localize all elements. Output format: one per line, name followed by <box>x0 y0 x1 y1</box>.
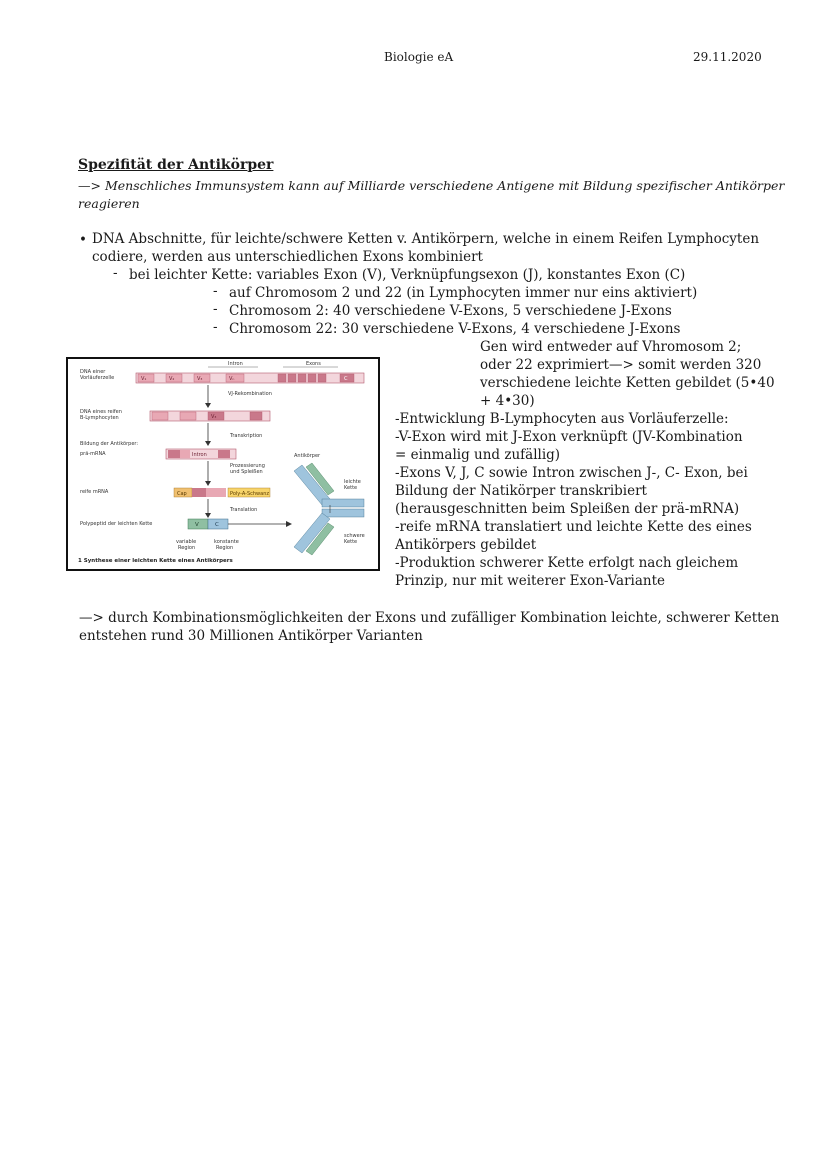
bullet-line-2: codiere, werden aus unterschiedlichen Exons kombiniert <box>92 249 483 265</box>
sub2-dash-3: - <box>213 319 218 335</box>
seg-vx: V₃ <box>211 414 217 420</box>
sub2-text-2: Chromosom 2: 40 verschiedene V-Exons, 5 verschiedene J-Exons <box>229 303 672 319</box>
subtitle-line-1: —> Menschliches Immunsystem kann auf Milliarde verschiedene Antigene mit Bildung spezifischer Antikörper <box>78 178 785 193</box>
seg-c-top: C <box>344 376 348 382</box>
label-konstante-1: konstante <box>214 539 239 545</box>
gen-note-2: oder 22 exprimiert—> somit werden 320 <box>480 357 762 373</box>
right-line-1: -Entwicklung B-Lymphocyten aus Vorläuferzelle: <box>395 411 729 427</box>
right-line-4: -Exons V, J, C sowie Intron zwischen J-, C- Exon, bei <box>395 465 748 481</box>
label-translation: Translation <box>230 507 258 513</box>
conclusion-line-1: —> durch Kombinationsmöglichkeiten der Exons und zufälliger Kombination leichte, schwerer Ketten <box>79 610 780 626</box>
label-antikoerper: Antikörper <box>294 453 321 459</box>
seg-vn: Vₙ <box>229 376 235 382</box>
sub2-text-3: Chromosom 22: 30 verschiedene V-Exons, 4 verschiedene J-Exons <box>229 321 681 337</box>
bullet-dot: • <box>79 232 87 248</box>
gen-note-3: verschiedene leichte Ketten gebildet (5•40 <box>480 375 775 391</box>
bullet-line-1: DNA Abschnitte, für leichte/schwere Ketten v. Antikörpern, welche in einem Reifen Lymphocyten <box>92 231 760 247</box>
right-line-6: (herausgeschnitten beim Spleißen der prä-mRNA) <box>395 501 740 517</box>
right-line-9: -Produktion schwerer Kette erfolgt nach gleichem <box>395 555 739 571</box>
label-exons-top: Exons <box>306 361 321 367</box>
label-polya: Poly-A-Schwanz <box>230 491 270 497</box>
label-c: C <box>215 522 219 528</box>
label-leichte-2: Kette <box>344 485 358 491</box>
figure-caption: 1 Synthese einer leichten Kette eines Antikörpers <box>78 558 233 564</box>
sub2-dash-2: - <box>213 301 218 317</box>
light-chain-synthesis-figure <box>66 357 380 571</box>
header-subject: Biologie eA <box>384 50 454 64</box>
right-line-7: -reife mRNA translatiert und leichte Kette des eines <box>395 519 752 535</box>
sub1-text: bei leichter Kette: variables Exon (V), Verknüpfungsexon (J), konstantes Exon (C) <box>129 267 686 283</box>
seg-v1: V₁ <box>141 376 147 382</box>
header-date: 29.11.2020 <box>693 50 762 64</box>
label-cap: Cap <box>177 491 187 497</box>
right-line-2: -V-Exon wird mit J-Exon verknüpft (JV-Kombination <box>395 429 743 445</box>
label-dna-vorlaeufer-1: DNA einer <box>80 369 106 375</box>
label-schwere-1: schwere <box>344 533 365 539</box>
label-intron-box: Intron <box>192 452 207 458</box>
label-dna-reif-2: B-Lymphocyten <box>80 415 119 421</box>
sub2-text-1: auf Chromosom 2 und 22 (in Lymphocyten immer nur eins aktiviert) <box>229 285 698 301</box>
label-v: V <box>195 522 199 528</box>
subtitle-line-2: reagieren <box>78 196 140 211</box>
label-transkription: Transkription <box>230 433 263 439</box>
label-reife-mrna: reife mRNA <box>80 489 109 495</box>
label-bildung: Bildung der Antikörper: <box>80 441 139 447</box>
label-konstante-2: Region <box>216 545 234 551</box>
label-prozess-2: und Spleißen <box>230 469 263 475</box>
label-dna-reif-1: DNA eines reifen <box>80 409 122 415</box>
label-polypeptid: Polypeptid der leichten Kette <box>80 521 153 527</box>
conclusion-line-2: entstehen rund 30 Millionen Antikörper Varianten <box>79 628 423 644</box>
right-line-8: Antikörpers gebildet <box>395 537 537 553</box>
label-variable-1: variable <box>176 539 197 545</box>
gen-note-1: Gen wird entweder auf Vhromosom 2; <box>480 339 742 355</box>
label-variable-2: Region <box>178 545 196 551</box>
label-praemrna: prä-mRNA <box>80 451 106 457</box>
label-intron-top: Intron <box>228 361 243 367</box>
seg-v3: V₃ <box>197 376 203 382</box>
right-line-3: = einmalig und zufällig) <box>395 447 561 463</box>
sub1-dash: - <box>113 265 118 281</box>
label-vj: VJ-Rekombination <box>228 391 272 397</box>
sub2-dash-1: - <box>213 283 218 299</box>
right-line-10: Prinzip, nur mit weiterer Exon-Variante <box>395 573 665 589</box>
page-title: Spezifität der Antikörper <box>78 157 274 173</box>
label-leichte-1: leichte <box>344 479 361 485</box>
label-schwere-2: Kette <box>344 539 358 545</box>
label-prozess-1: Prozessierung <box>230 463 265 469</box>
gen-note-4: + 4•30) <box>480 393 535 409</box>
right-line-5: Bildung der Natikörper transkribiert <box>395 483 647 499</box>
seg-v2: V₂ <box>169 376 175 382</box>
label-dna-vorlaeufer-2: Vorläuferzelle <box>80 375 115 381</box>
